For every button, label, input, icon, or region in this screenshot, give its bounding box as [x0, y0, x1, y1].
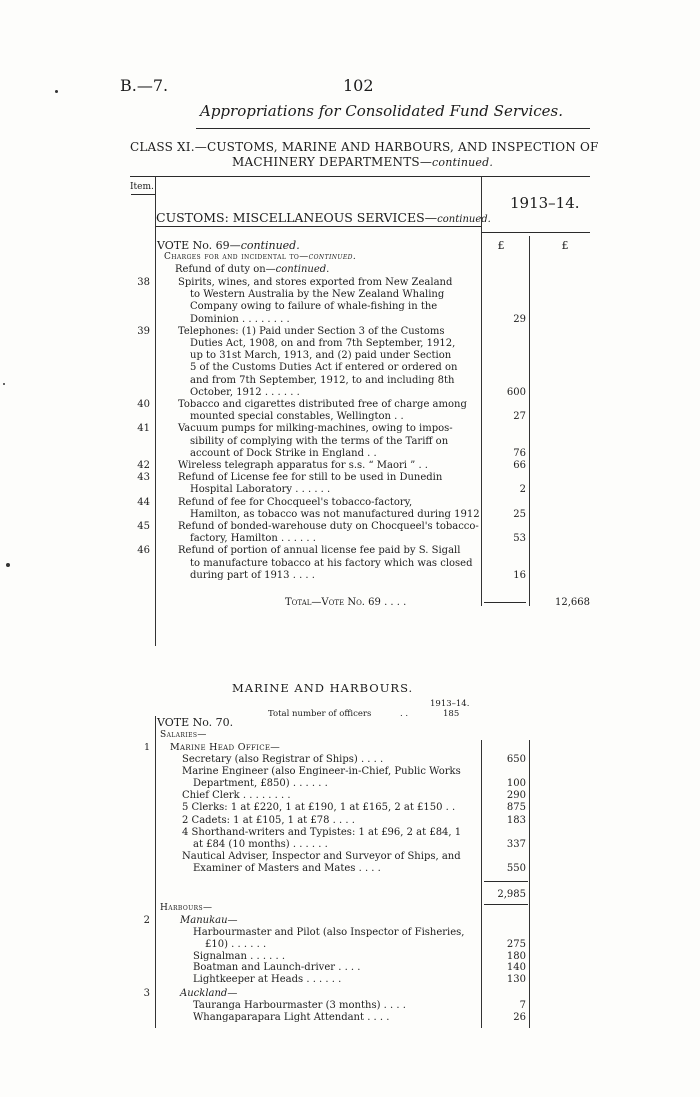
line-text: Company owing to failure of whale-fishing in the	[190, 301, 438, 313]
line-text: Refund of portion of annual license fee paid by S. Sigall	[178, 545, 461, 557]
auckland-line	[0, 1012, 700, 1024]
officers-year: 1913–14.	[430, 699, 470, 709]
customs-line	[0, 362, 700, 374]
line-text: 2 Cadets: 1 at £105, 1 at £78 . . . .	[182, 814, 355, 826]
line-text: Department, £850) . . . . . .	[193, 778, 328, 790]
head-office-heading: 1 Marine Head Office—	[143, 742, 281, 753]
head-office-line	[0, 815, 700, 827]
item-number: 45	[137, 521, 150, 532]
table-top-rule	[130, 176, 590, 177]
line-text: Duties Act, 1908, on and from 7th September, 1912,	[190, 338, 456, 349]
customs-line	[0, 375, 700, 387]
manukau-line	[0, 974, 700, 986]
vote-69-heading: VOTE No. 69—continued. £ £	[157, 239, 569, 252]
line-amount: 26	[513, 1012, 526, 1023]
line-text: sibility of complying with the terms of the Tariff on	[190, 435, 449, 447]
auckland-heading: 3 Auckland—	[143, 988, 238, 999]
customs-line	[0, 484, 700, 496]
line-text: Spirits, wines, and stores exported from New Zealand	[178, 277, 453, 288]
customs-line	[0, 277, 700, 289]
refund-heading: Refund of duty on—continued.	[175, 264, 330, 275]
line-text: Boatman and Launch-driver . . . .	[193, 962, 361, 974]
line-amount: 27	[513, 411, 526, 423]
line-text: Tauranga Harbourmaster (3 months) . . . .	[193, 1000, 406, 1011]
officers-label: Total number of officers	[268, 709, 372, 719]
auckland-line	[0, 1000, 700, 1012]
line-amount: 600	[506, 386, 526, 398]
line-text: Refund of fee for Chocqueel's tobacco-factory,	[178, 496, 413, 508]
item-number: 44	[137, 496, 150, 508]
item-number: 39	[137, 325, 150, 337]
line-amount: 140	[506, 962, 526, 974]
line-amount: 875	[506, 802, 526, 814]
item-column-header: Item.	[130, 182, 154, 192]
head-office-line	[0, 802, 700, 814]
officers-count: 185	[443, 709, 460, 719]
header-bottom-rule	[482, 232, 590, 233]
page-number: 102	[343, 76, 374, 95]
head-office-subtotal-rule	[484, 881, 528, 882]
line-amount: 180	[506, 950, 526, 962]
customs-line	[0, 570, 700, 582]
head-office-subtotal: 2,985	[497, 889, 526, 900]
line-text: Vacuum pumps for milking-machines, owing to impos-	[178, 423, 453, 435]
customs-line	[0, 509, 700, 521]
line-text: Tobacco and cigarettes distributed free of charge among	[178, 399, 467, 410]
line-text: mounted special constables, Wellington . .	[190, 411, 404, 423]
customs-line	[0, 497, 700, 509]
line-text: and from 7th September, 1912, to and including 8th	[190, 374, 455, 386]
customs-line	[0, 301, 700, 313]
line-text: Hamilton, as tobacco was not manufactured during 1912	[190, 508, 480, 520]
customs-line	[0, 545, 700, 557]
customs-line	[0, 314, 700, 326]
customs-line	[0, 423, 700, 435]
class-title-line2: MACHINERY DEPARTMENTS—continued.	[232, 155, 494, 169]
head-office-line	[0, 839, 700, 851]
vote-69-total-row	[0, 597, 700, 609]
line-text: Refund of License fee for still to be used in Dunedin	[178, 472, 443, 484]
line-amount: 130	[506, 974, 526, 986]
line-text: factory, Hamilton . . . . . .	[190, 533, 316, 545]
customs-line	[0, 521, 700, 533]
line-text: 5 of the Customs Duties Act if entered or ordered on	[190, 362, 458, 374]
item-number: 42	[137, 460, 150, 471]
line-text: 5 Clerks: 1 at £220, 1 at £190, 1 at £165, 2 at £150 . .	[182, 802, 456, 814]
line-text: Whangaparapara Light Attendant . . . .	[193, 1012, 390, 1023]
line-amount: 76	[513, 447, 526, 459]
line-text: account of Dock Strike in England . .	[190, 447, 377, 459]
vote-69-total-value: 12,668	[555, 597, 590, 608]
customs-line	[0, 558, 700, 570]
customs-line	[0, 350, 700, 362]
line-text: up to 31st March, 1913, and (2) paid under Section	[190, 350, 452, 362]
item-number: 46	[137, 545, 150, 557]
manukau-line	[0, 951, 700, 963]
head-office-line	[0, 851, 700, 863]
line-text: Marine Engineer (also Engineer-in-Chief, Public Works	[182, 766, 461, 778]
item-number: 43	[137, 472, 150, 484]
line-amount: 2	[519, 484, 526, 496]
scan-speck	[55, 90, 58, 93]
line-amount: 337	[506, 838, 526, 850]
customs-line	[0, 533, 700, 545]
year-column-header: 1913–14.	[510, 194, 580, 212]
customs-line	[0, 411, 700, 423]
item-number: 38	[137, 277, 150, 288]
manukau-line	[0, 962, 700, 974]
line-amount: 290	[506, 790, 526, 802]
head-office-line	[0, 863, 700, 875]
head-office-line	[0, 778, 700, 790]
line-amount: 66	[513, 460, 526, 471]
line-text: Lightkeeper at Heads . . . . . .	[193, 974, 342, 986]
head-office-line	[0, 766, 700, 778]
line-text: to manufacture tobacco at his factory which was closed	[190, 557, 473, 569]
customs-line	[0, 289, 700, 301]
head-office-line	[0, 754, 700, 766]
customs-section-heading: CUSTOMS: MISCELLANEOUS SERVICES—continued.	[156, 210, 491, 225]
line-text: Signalman . . . . . .	[193, 950, 286, 962]
line-text: at £84 (10 months) . . . . . .	[193, 838, 328, 850]
line-text: 4 Shorthand-writers and Typistes: 1 at £96, 2 at £84, 1	[182, 826, 462, 838]
marine-section-heading: MARINE AND HARBOURS.	[232, 681, 414, 695]
line-amount: 25	[513, 508, 526, 520]
line-text: Nautical Adviser, Inspector and Surveyor of Ships, and	[182, 850, 461, 862]
item-header-underline	[131, 194, 155, 195]
line-amount: 100	[506, 778, 526, 790]
customs-line	[0, 448, 700, 460]
line-amount: 650	[506, 754, 526, 765]
vote-70-heading: VOTE No. 70.	[157, 716, 234, 729]
line-amount: 7	[519, 1000, 526, 1011]
line-text: during part of 1913 . . . .	[190, 569, 315, 581]
customs-line	[0, 387, 700, 399]
line-text: Secretary (also Registrar of Ships) . . . .	[182, 754, 384, 765]
page-title: Appropriations for Consolidated Fund Services.	[200, 102, 564, 120]
line-text: Hospital Laboratory . . . . . .	[190, 484, 331, 496]
item-number: 41	[137, 423, 150, 435]
title-rule	[196, 128, 590, 129]
manukau-line	[0, 927, 700, 939]
head-office-line	[0, 790, 700, 802]
line-text: October, 1912 . . . . . .	[190, 386, 300, 398]
line-text: £10) . . . . . .	[205, 938, 267, 950]
line-amount: 183	[506, 814, 526, 826]
scan-speck	[3, 383, 5, 385]
customs-heading-rule	[156, 226, 481, 227]
customs-line	[0, 399, 700, 411]
harbours-heading: Harbours—	[160, 903, 213, 913]
vote-69-total-label: Total—Vote No. 69 . . . .	[285, 597, 407, 608]
line-text: to Western Australia by the New Zealand Whaling	[190, 289, 445, 301]
line-text: Refund of bonded-warehouse duty on Chocqueel's tobacco-	[178, 521, 479, 532]
line-amount: 550	[506, 862, 526, 874]
customs-line	[0, 326, 700, 338]
line-text: Wireless telegraph apparatus for s.s. “ Maori ” . .	[178, 460, 428, 471]
line-text: Telephones: (1) Paid under Section 3 of the Customs	[178, 325, 445, 337]
officers-dots: . .	[400, 709, 409, 719]
customs-line	[0, 472, 700, 484]
head-office-line	[0, 827, 700, 839]
class-title-line1: CLASS XI.—CUSTOMS, MARINE AND HARBOURS, AND INSPECTION OF	[130, 140, 599, 154]
head-office-subtotal-row	[0, 889, 700, 901]
line-amount: 275	[506, 938, 526, 950]
salaries-heading: Salaries—	[160, 730, 207, 740]
charges-heading: Charges for and incidental to—continued.	[164, 252, 357, 262]
manukau-heading: 2 Manukau—	[143, 915, 238, 926]
report-reference: B.—7.	[120, 76, 169, 95]
line-text: Harbourmaster and Pilot (also Inspector of Fisheries,	[193, 927, 465, 938]
line-text: Examiner of Masters and Mates . . . .	[193, 862, 381, 874]
line-text: Chief Clerk . . . . . . . .	[182, 790, 291, 802]
line-amount: 29	[513, 313, 526, 325]
line-text: Dominion . . . . . . . .	[190, 313, 290, 325]
item-number: 40	[137, 399, 150, 410]
line-amount: 53	[513, 533, 526, 545]
customs-line	[0, 338, 700, 350]
customs-line	[0, 460, 700, 472]
line-amount: 16	[513, 569, 526, 581]
manukau-line	[0, 939, 700, 951]
scan-speck	[6, 563, 10, 567]
customs-line	[0, 436, 700, 448]
